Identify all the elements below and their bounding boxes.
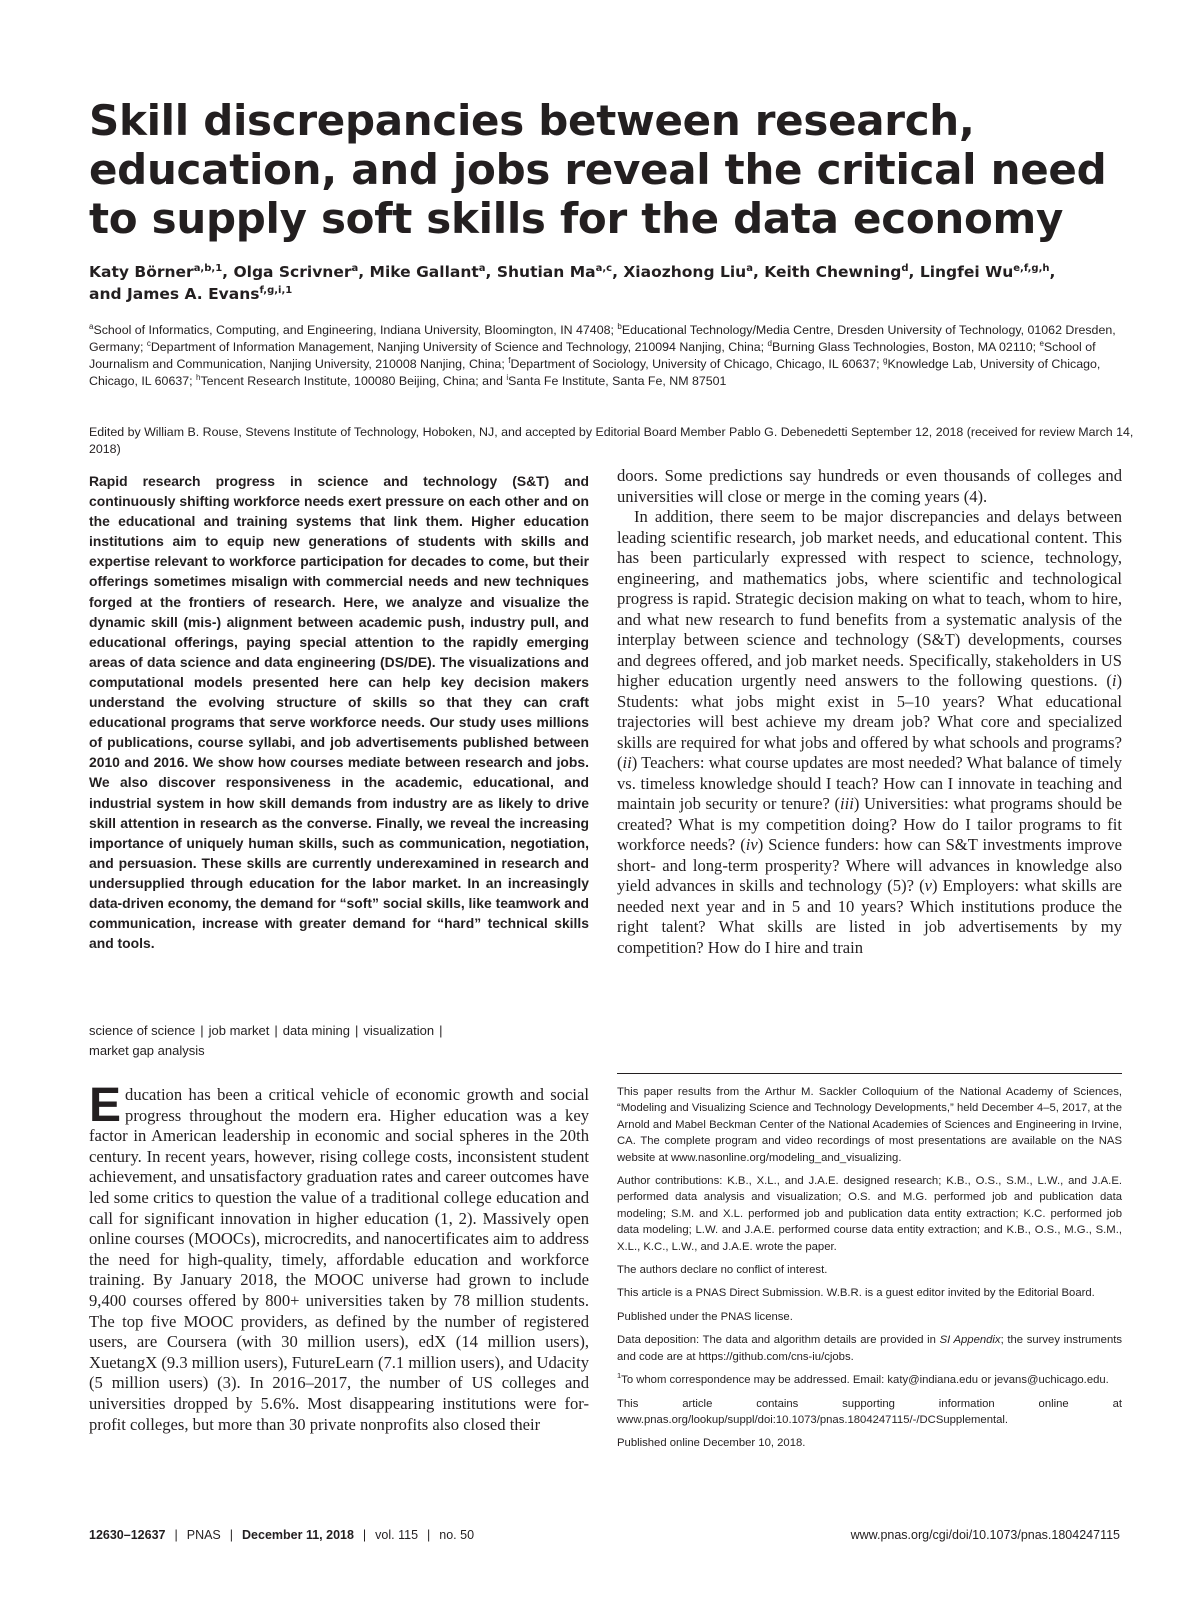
affil-marker: b — [617, 321, 622, 331]
affil-text: Educational Technology/Media Centre, Dresden University of Technology, 01062 Dresden, Germany; — [89, 323, 1116, 354]
affil-marker: h — [196, 372, 201, 382]
keyword-separator: | — [439, 1023, 443, 1038]
footer-separator: | — [229, 1528, 234, 1542]
affil-text: Tencent Research Institute, 100080 Beijing, China; and — [200, 374, 507, 388]
volume: vol. 115 — [375, 1528, 419, 1542]
keyword: market gap analysis — [89, 1043, 205, 1058]
affil-marker: f — [508, 355, 511, 365]
affil-text: Department of Information Management, Nanjing University of Science and Technology, 210094 Nanjing, China; — [150, 340, 768, 354]
abstract: Rapid research progress in science and technology (S&T) and continuously shifting workforce needs exert pressure on each other and on the educational and training systems that link them. Higher education institutions aim to equip new generations of students with skills and expertise relevant to workforce participation for decades to come, but their offerings sometimes misalign with commercial needs and new techniques forged at the frontiers of research. Here, we analyze and visualize the dynamic skill (mis-) alignment between academic push, industry pull, and educational offerings, paying special attention to the rapidly emerging areas of data science and data engineering (DS/DE). The visualizations and computational models presented here can help key decision makers understand the evolving structure of skills so that they can craft educational programs that serve workforce needs. Our study uses millions of publications, course syllabi, and job advertisements published between 2010 and 2016. We show how courses mediate between research and jobs. We also discover responsiveness in the academic, educational, and industrial system in how skill demands from industry are as likely to drive skill attention in research as the converse. Finally, we reveal the increasing importance of uniquely human skills, such as communication, negotiation, and persuasion. These skills are currently underexamined in research and undersupplied through education for the labor market. In an increasingly data-driven economy, the demand for “soft” social skills, like teamwork and communication, increase with greater demand for “hard” technical skills and tools. — [89, 473, 589, 952]
author-name: Lingfei Wu — [919, 263, 1014, 281]
footnote-supporting-info: This article contains supporting information online at www.pnas.org/lookup/suppl/doi:10.1073/pnas.1804247115/-/DCSupplemental. — [617, 1397, 1122, 1426]
footnote-conflict: The authors declare no conflict of interest. — [617, 1264, 828, 1277]
author-affil-sup: a — [746, 262, 753, 274]
author-affil-sup: f,g,i,1 — [259, 284, 293, 296]
keyword-separator: | — [354, 1023, 359, 1038]
footnote-direct-submission: This article is a PNAS Direct Submission. W.B.R. is a guest editor invited by the Editorial Board. — [617, 1287, 1095, 1300]
footnote-published: Published online December 10, 2018. — [617, 1437, 806, 1450]
body-text: ducation has been a critical vehicle of economic growth and social progress throughout the modern era. Higher education was a key factor in American leadership in economic and social spheres in the 20th century. In recent years, however, rising college costs, inconsistent student achievement, and unsatisfactory graduation rates and career outcomes have led some critics to question the value of a traditional college education and call for significant innovation in higher education (1, 2). Massively open online courses (MOOCs), microcredits, and nanocertificates aim to address the need for high-quality, timely, affordable education and workforce training. By January 2018, the MOOC universe had grown to include 9,400 courses offered by 800+ universities taken by 78 million students. The top five MOOC providers, as defined by the number of registered users, are Coursera (with 30 million users), edX (14 million users), XuetangX (9.3 million users), FutureLearn (7.1 million users), and Udacity (5 million users) (3). In 2016–2017, the number of US colleges and universities dropped by 5.6%. Most disappearing institutions were for-profit colleges, but more than 30 private nonprofits also closed their — [89, 1085, 590, 1434]
keyword-separator: | — [274, 1023, 278, 1038]
drop-cap: E — [89, 1079, 122, 1132]
footnote-colloquium: This paper results from the Arthur M. Sackler Colloquium of the National Academy of Sciences, “Modeling and Visualizing Science and Technology Developments,” held December 4–5, 2017, at the Arnold and Mabel Beckman Center of the National Academies of Sciences and Engineering in Irvine, CA. The complete program and video recordings of most presentations are available on the NAS website at www.nasonline.org/modeling_and_visualizing. — [617, 1086, 1122, 1164]
affil-text: Knowledge Lab, University of Chicago, Chicago, IL 60637; — [89, 357, 1101, 388]
keyword-separator: | — [200, 1023, 204, 1038]
affil-marker: g — [883, 355, 888, 365]
footnote-contributions: Author contributions: K.B., X.L., and J.A.E. designed research; K.B., O.S., S.M., L.W., and J.A.E. performed data analysis and visualization; O.S. and M.G. performed job and publication data modeling; S.M. and X.L. performed job and publication data entity extraction; K.C. performed job data modeling; L.W. and J.A.E. performed course data entity extraction; and K.B., O.S., M.G., S.M., X.L., K.C., L.W., and J.A.E. wrote the paper. — [617, 1175, 1122, 1253]
author-name: Xiaozhong Liu — [623, 263, 747, 281]
body-left-column — [89, 1079, 590, 1435]
footnotes — [617, 1084, 1122, 1459]
body-paragraph: doors. Some predictions say hundreds or even thousands of colleges and universities will close or merge in the coming years (4). — [617, 466, 1122, 506]
author-affil-sup: d — [901, 262, 909, 274]
page-footer — [89, 1528, 474, 1542]
footnote-text: To whom correspondence may be addressed. Email: katy@indiana.edu or jevans@uchicago.edu. — [621, 1374, 1109, 1387]
author-name: Katy Börner — [89, 263, 194, 281]
keywords — [89, 1021, 569, 1061]
affil-text: Burning Glass Technologies, Boston, MA 02110; — [771, 340, 1040, 354]
body-paragraph — [617, 507, 1122, 958]
author-conjunction: and — [89, 284, 122, 303]
paper-title: Skill discrepancies between research, education, and jobs reveal the critical need to supply soft skills for the data economy — [89, 96, 1107, 243]
author-affil-sup: e,f,g,h — [1013, 262, 1050, 274]
body-text: ) Students: what jobs might exist in 5–10 years? What educational trajectories will best achieve my dream job? What core and specialized skills are required for what jobs and offered by what schools and programs? ( — [617, 671, 1122, 772]
keyword: data mining — [282, 1023, 350, 1038]
author-list: Katy Börner$^{a,b,1}$, Olga Scrivner$^a$, Mike Gallant$^a$, Shutian Ma$^{a,c}$, Xiaozhong Liu$^a$, Keith Chewning$^d$, Lingfei Wu$^{e,f,g,h}$, and James A. Evans$^{f,g,i,1}$ — [89, 262, 1056, 303]
footnote-marker: 1 — [617, 1371, 622, 1381]
body-text: ) Teachers: what course updates are most needed? What balance of timely vs. timeless knowledge should I teach? How can I innovate in teaching and maintain job security or tenure? ( — [617, 753, 1122, 813]
question-numeral: iii — [839, 794, 854, 813]
affil-text: Santa Fe Institute, Santa Fe, NM 87501 — [508, 374, 727, 388]
body-text: ) Employers: what skills are needed next year and in 5 and 10 years? Which institutions produce the right talent? What skills are listed in job advertisements by my competition? How do I hire and train — [617, 876, 1122, 957]
footnote-text: ; the survey instruments and code are at https://github.com/cns-iu/cjobs. — [617, 1334, 1123, 1363]
footnote-divider — [617, 1073, 1122, 1074]
doi-link[interactable]: www.pnas.org/cgi/doi/10.1073/pnas.1804247115 — [850, 1528, 1120, 1542]
footnote-text: Data deposition: The data and algorithm details are provided in — [617, 1334, 940, 1347]
affil-text: Department of Sociology, University of Chicago, Chicago, IL 60637; — [510, 357, 884, 371]
body-text: In addition, there seem to be major discrepancies and delays between leading scientific research, job market needs, and educational content. This has been particularly expressed with respect to science, technology, engineering, and mathematics jobs, where scientific and technological progress is rapid. Strategic decision making on what to teach, whom to hire, and what new research to fund benefits from a systematic analysis of the interplay between science and technology (S&T) developments, courses and degrees offered, and job market needs. Specifically, stakeholders in US higher education urgently need answers to the following questions. ( — [617, 507, 1122, 690]
author-affil-sup: a — [478, 262, 486, 274]
edited-by: Edited by William B. Rouse, Stevens Institute of Technology, Hoboken, NJ, and accepted by Editorial Board Member Pablo G. Debenedetti September 12, 2018 (received for review March 14, 2018) — [89, 425, 1134, 456]
footer-separator: | — [174, 1528, 178, 1542]
body-right-column — [617, 466, 1122, 958]
issue-date: December 11, 2018 — [242, 1528, 354, 1542]
si-appendix-link[interactable]: SI Appendix — [939, 1334, 1001, 1347]
page-range: 12630–12637 — [89, 1528, 166, 1542]
question-numeral: iv — [745, 835, 758, 854]
affiliations — [89, 322, 1139, 390]
footnote-correspondence — [617, 1372, 1122, 1388]
author-name: Shutian Ma — [496, 263, 596, 281]
author-name: Mike Gallant — [369, 263, 479, 281]
author-affil-sup: a,b,1 — [193, 262, 223, 274]
question-numeral: ii — [622, 753, 632, 772]
affil-marker: d — [767, 338, 772, 348]
body-text: ) Science funders: how can S&T investments improve short- and long-term prosperity? Where will advances in knowledge also yield advances in skills and technology (5)? ( — [617, 835, 1122, 895]
affil-text: School of Informatics, Computing, and Engineering, Indiana University, Bloomington, IN 47408; — [93, 323, 618, 337]
question-numeral: i — [1111, 671, 1117, 690]
author-affil-sup: a — [351, 262, 359, 274]
affil-marker: a — [89, 321, 94, 331]
footer-separator: | — [427, 1528, 431, 1542]
author-name: Keith Chewning — [764, 263, 902, 281]
author-affil-sup: a,c — [595, 262, 613, 274]
author-name: Olga Scrivner — [233, 263, 352, 281]
footer-separator: | — [362, 1528, 367, 1542]
body-text: ) Universities: what programs should be created? What is my competition doing? How do I tailor programs to fit workforce needs? ( — [617, 794, 1122, 854]
journal-name: PNAS — [186, 1528, 221, 1542]
keyword: visualization — [363, 1023, 435, 1038]
footnote-license: Published under the PNAS license. — [617, 1310, 793, 1323]
affil-marker: c — [146, 338, 151, 348]
affil-marker: e — [1039, 338, 1044, 348]
affil-text: School of Journalism and Communication, Nanjing University, 210008 Nanjing, China; — [89, 340, 1096, 371]
keyword: job market — [208, 1023, 270, 1038]
footnote-data-deposition — [617, 1332, 1122, 1365]
author-name: James A. Evans — [127, 284, 260, 303]
question-numeral: v — [924, 876, 932, 895]
keyword: science of science — [89, 1023, 196, 1038]
affil-marker: i — [506, 372, 509, 382]
issue-number: no. 50 — [439, 1528, 475, 1542]
